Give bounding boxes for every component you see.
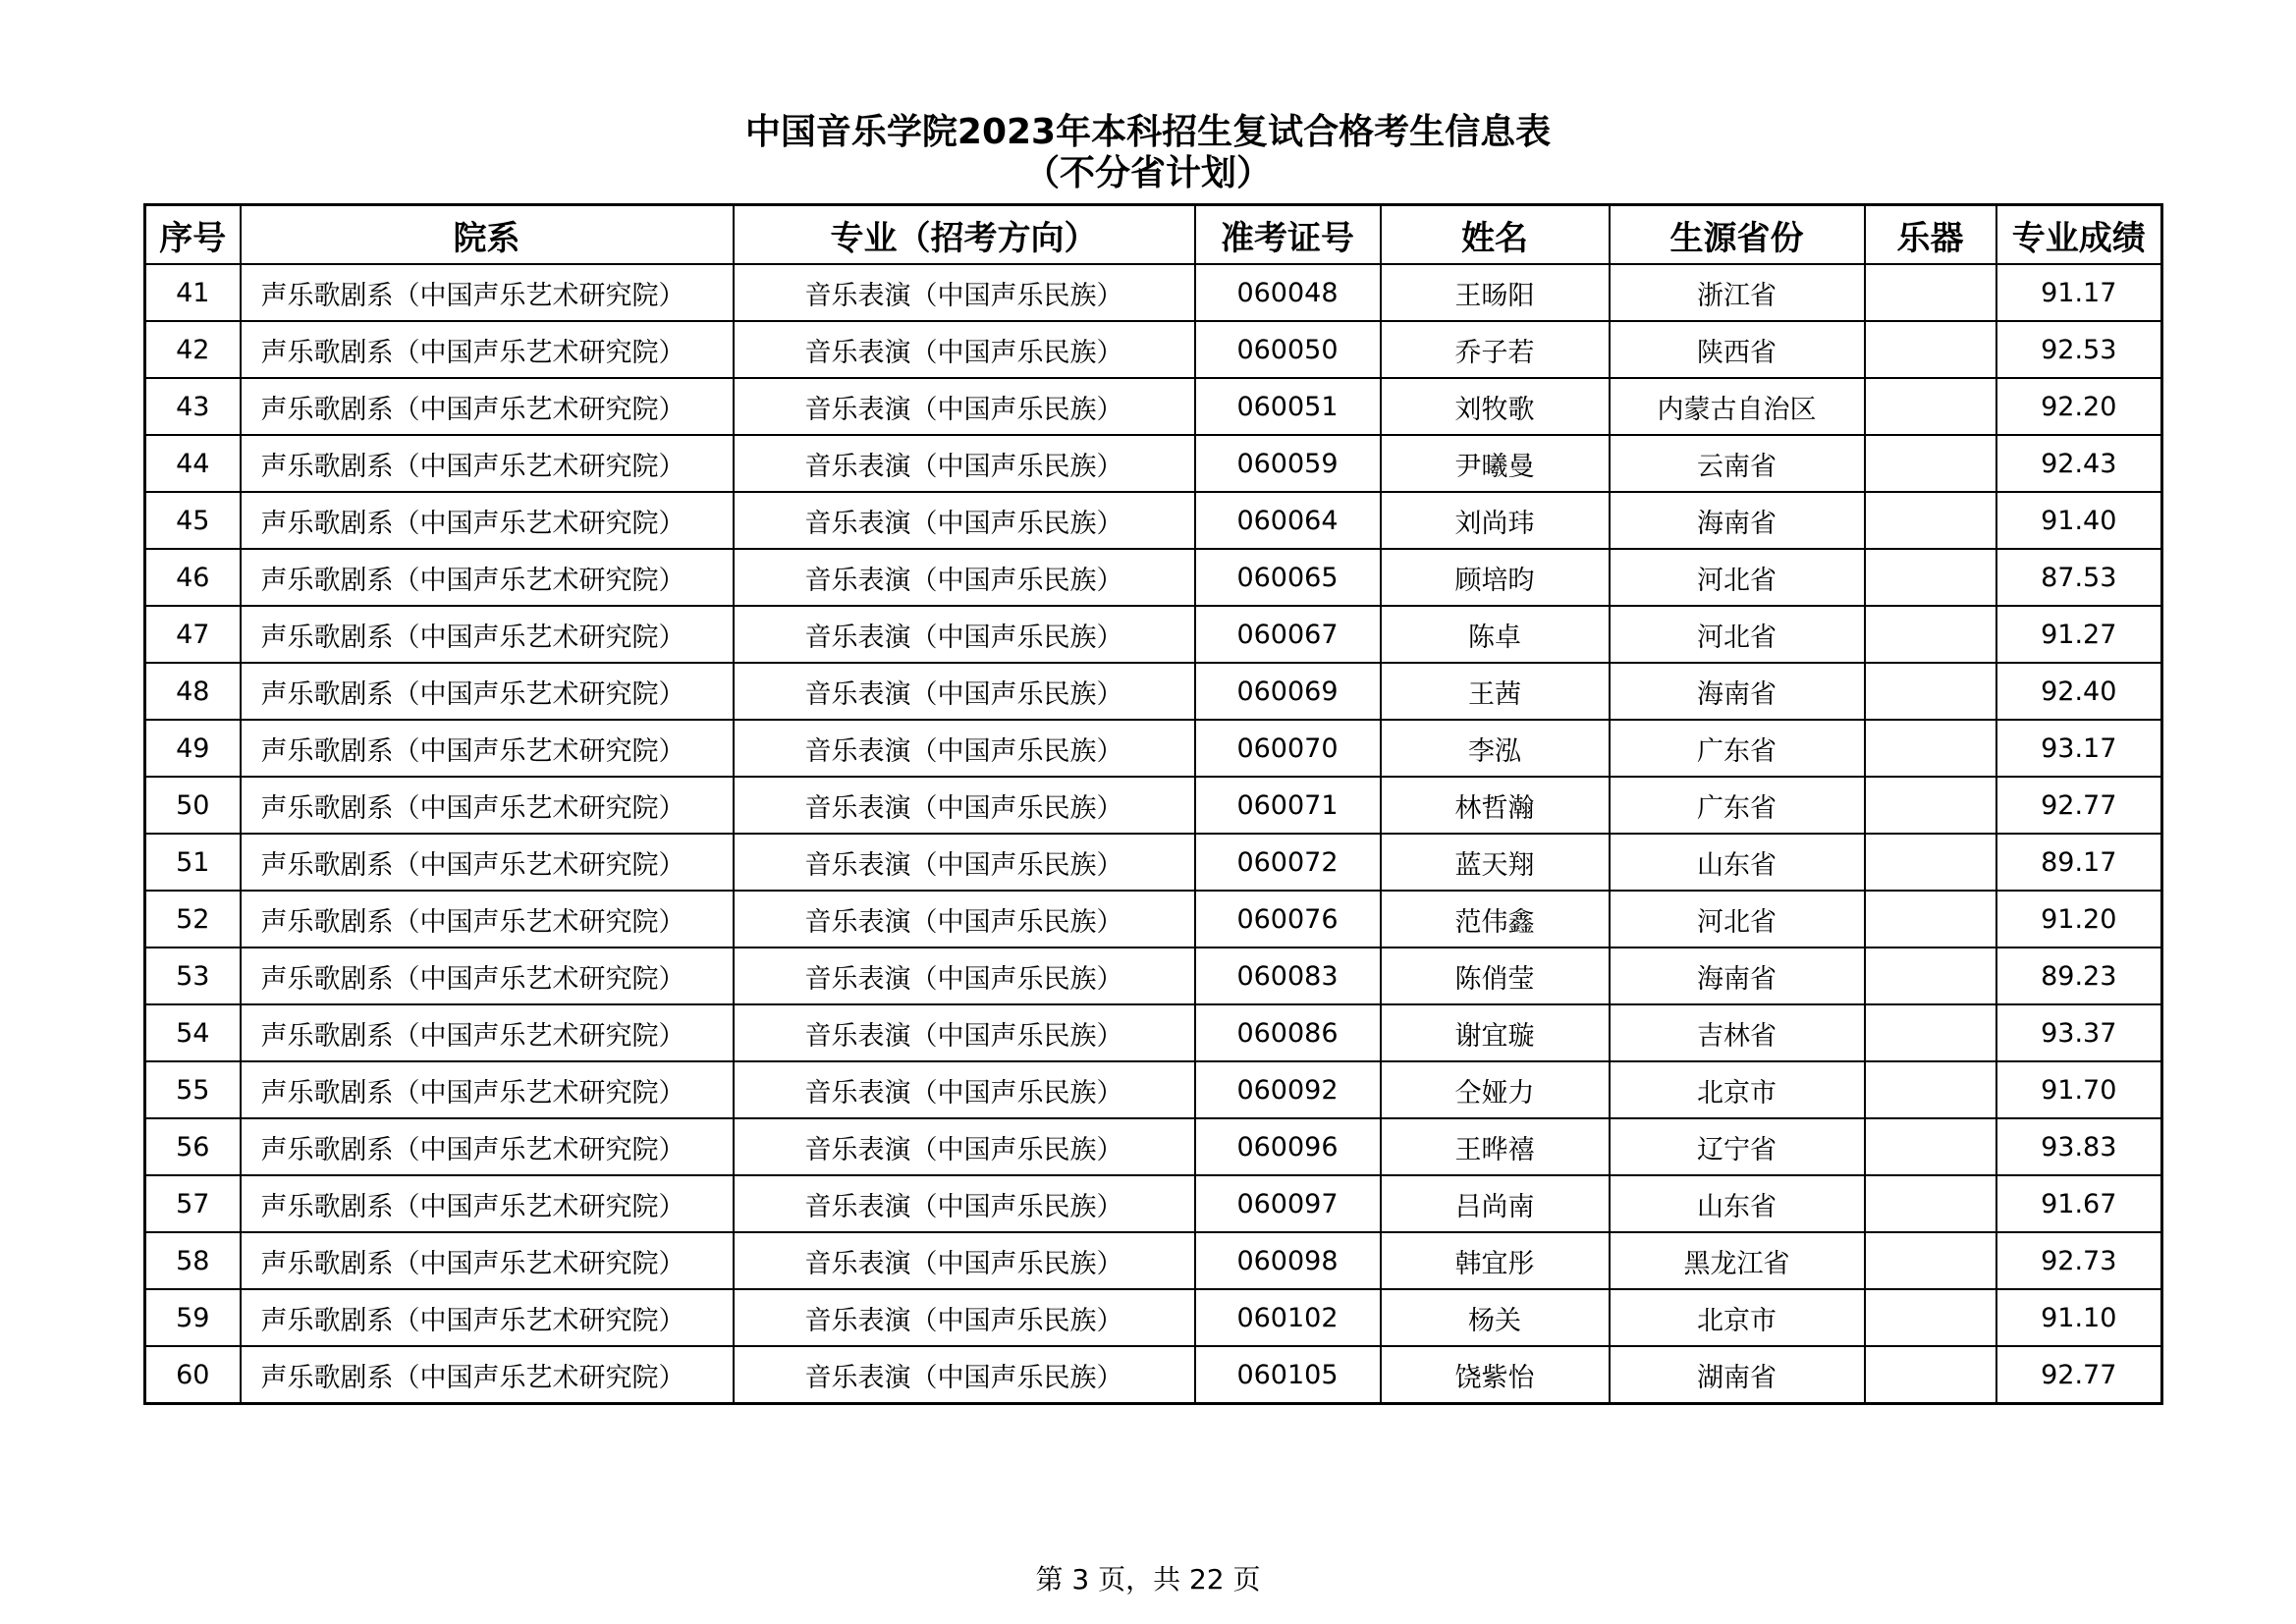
cell-name: 王茜 [1381,663,1610,720]
cell-exam-id: 060051 [1195,378,1381,435]
cell-department: 声乐歌剧系（中国声乐艺术研究院） [241,777,734,834]
table-row [145,492,2162,549]
cell-instrument [1865,947,1996,1004]
cell-instrument [1865,606,1996,663]
cell-index: 45 [145,492,241,549]
page-footer: 第 3 页，共 22 页 [1035,1563,1261,1596]
cell-index: 53 [145,947,241,1004]
cell-score: 89.17 [1996,834,2162,891]
document-subtitle: （不分省计划） [1023,153,1272,193]
cell-score: 92.43 [1996,435,2162,492]
cell-instrument [1865,834,1996,891]
table-row [145,1175,2162,1232]
header-name: 姓名 [1381,205,1610,265]
cell-department: 声乐歌剧系（中国声乐艺术研究院） [241,1346,734,1404]
cell-index: 42 [145,321,241,378]
header-instrument: 乐器 [1865,205,1996,265]
cell-province: 海南省 [1610,947,1865,1004]
cell-major: 音乐表演（中国声乐民族） [734,435,1195,492]
cell-department: 声乐歌剧系（中国声乐艺术研究院） [241,663,734,720]
cell-instrument [1865,1004,1996,1061]
cell-exam-id: 060105 [1195,1346,1381,1404]
cell-name: 王晔禧 [1381,1118,1610,1175]
cell-instrument [1865,549,1996,606]
cell-major: 音乐表演（中国声乐民族） [734,1346,1195,1404]
cell-name: 仝娅力 [1381,1061,1610,1118]
cell-index: 58 [145,1232,241,1289]
table-body [145,264,2162,1404]
table-row [145,435,2162,492]
table-row [145,1232,2162,1289]
cell-department: 声乐歌剧系（中国声乐艺术研究院） [241,947,734,1004]
cell-score: 93.17 [1996,720,2162,777]
cell-name: 韩宜彤 [1381,1232,1610,1289]
cell-name: 陈俏莹 [1381,947,1610,1004]
cell-instrument [1865,777,1996,834]
table-row [145,1289,2162,1346]
cell-instrument [1865,1289,1996,1346]
cell-department: 声乐歌剧系（中国声乐艺术研究院） [241,1061,734,1118]
cell-instrument [1865,1118,1996,1175]
cell-major: 音乐表演（中国声乐民族） [734,1232,1195,1289]
cell-exam-id: 060067 [1195,606,1381,663]
cell-exam-id: 060070 [1195,720,1381,777]
cell-instrument [1865,1061,1996,1118]
cell-province: 河北省 [1610,549,1865,606]
document-title: 中国音乐学院2023年本科招生复试合格考生信息表 [744,112,1552,152]
cell-major: 音乐表演（中国声乐民族） [734,606,1195,663]
cell-major: 音乐表演（中国声乐民族） [734,1061,1195,1118]
cell-index: 46 [145,549,241,606]
cell-department: 声乐歌剧系（中国声乐艺术研究院） [241,1004,734,1061]
cell-index: 44 [145,435,241,492]
cell-instrument [1865,891,1996,947]
cell-exam-id: 060065 [1195,549,1381,606]
cell-index: 48 [145,663,241,720]
cell-instrument [1865,720,1996,777]
cell-score: 91.17 [1996,264,2162,321]
cell-major: 音乐表演（中国声乐民族） [734,1004,1195,1061]
candidate-table [143,203,2163,1405]
cell-province: 湖南省 [1610,1346,1865,1404]
cell-instrument [1865,321,1996,378]
table-row [145,321,2162,378]
cell-major: 音乐表演（中国声乐民族） [734,947,1195,1004]
cell-major: 音乐表演（中国声乐民族） [734,492,1195,549]
header-province: 生源省份 [1610,205,1865,265]
cell-score: 92.40 [1996,663,2162,720]
cell-name: 吕尚南 [1381,1175,1610,1232]
cell-department: 声乐歌剧系（中国声乐艺术研究院） [241,1289,734,1346]
table-row [145,1061,2162,1118]
cell-major: 音乐表演（中国声乐民族） [734,663,1195,720]
cell-index: 47 [145,606,241,663]
table-row [145,1346,2162,1404]
cell-province: 广东省 [1610,777,1865,834]
cell-index: 54 [145,1004,241,1061]
cell-province: 北京市 [1610,1289,1865,1346]
cell-major: 音乐表演（中国声乐民族） [734,321,1195,378]
cell-name: 乔子若 [1381,321,1610,378]
cell-instrument [1865,378,1996,435]
cell-score: 91.40 [1996,492,2162,549]
cell-department: 声乐歌剧系（中国声乐艺术研究院） [241,891,734,947]
cell-score: 89.23 [1996,947,2162,1004]
cell-major: 音乐表演（中国声乐民族） [734,891,1195,947]
cell-province: 北京市 [1610,1061,1865,1118]
cell-instrument [1865,663,1996,720]
cell-department: 声乐歌剧系（中国声乐艺术研究院） [241,264,734,321]
table-row [145,834,2162,891]
cell-exam-id: 060059 [1195,435,1381,492]
header-index: 序号 [145,205,241,265]
cell-instrument [1865,1232,1996,1289]
cell-department: 声乐歌剧系（中国声乐艺术研究院） [241,321,734,378]
cell-major: 音乐表演（中国声乐民族） [734,264,1195,321]
table-row [145,663,2162,720]
table-row [145,549,2162,606]
cell-province: 河北省 [1610,891,1865,947]
cell-exam-id: 060083 [1195,947,1381,1004]
cell-province: 山东省 [1610,834,1865,891]
cell-instrument [1865,1175,1996,1232]
cell-index: 57 [145,1175,241,1232]
cell-exam-id: 060071 [1195,777,1381,834]
cell-exam-id: 060076 [1195,891,1381,947]
cell-province: 海南省 [1610,492,1865,549]
table-row [145,947,2162,1004]
cell-index: 60 [145,1346,241,1404]
cell-province: 广东省 [1610,720,1865,777]
cell-index: 50 [145,777,241,834]
cell-index: 59 [145,1289,241,1346]
cell-score: 91.67 [1996,1175,2162,1232]
cell-index: 51 [145,834,241,891]
cell-major: 音乐表演（中国声乐民族） [734,777,1195,834]
cell-major: 音乐表演（中国声乐民族） [734,549,1195,606]
cell-department: 声乐歌剧系（中国声乐艺术研究院） [241,435,734,492]
cell-score: 91.20 [1996,891,2162,947]
cell-major: 音乐表演（中国声乐民族） [734,720,1195,777]
header-exam-id: 准考证号 [1195,205,1381,265]
cell-score: 91.70 [1996,1061,2162,1118]
cell-score: 92.77 [1996,1346,2162,1404]
cell-score: 93.83 [1996,1118,2162,1175]
cell-exam-id: 060096 [1195,1118,1381,1175]
table-row [145,1118,2162,1175]
cell-score: 93.37 [1996,1004,2162,1061]
header-department: 院系 [241,205,734,265]
cell-score: 92.20 [1996,378,2162,435]
table-row [145,264,2162,321]
cell-department: 声乐歌剧系（中国声乐艺术研究院） [241,1232,734,1289]
cell-exam-id: 060048 [1195,264,1381,321]
cell-department: 声乐歌剧系（中国声乐艺术研究院） [241,492,734,549]
cell-major: 音乐表演（中国声乐民族） [734,1118,1195,1175]
cell-score: 87.53 [1996,549,2162,606]
cell-score: 92.77 [1996,777,2162,834]
table-header-row [145,205,2162,265]
cell-province: 云南省 [1610,435,1865,492]
cell-province: 陕西省 [1610,321,1865,378]
cell-name: 范伟鑫 [1381,891,1610,947]
cell-score: 91.27 [1996,606,2162,663]
cell-name: 谢宜璇 [1381,1004,1610,1061]
cell-province: 黑龙江省 [1610,1232,1865,1289]
cell-name: 王旸阳 [1381,264,1610,321]
cell-province: 山东省 [1610,1175,1865,1232]
cell-major: 音乐表演（中国声乐民族） [734,378,1195,435]
cell-index: 52 [145,891,241,947]
table-row [145,720,2162,777]
cell-instrument [1865,492,1996,549]
cell-name: 陈卓 [1381,606,1610,663]
cell-province: 河北省 [1610,606,1865,663]
cell-department: 声乐歌剧系（中国声乐艺术研究院） [241,378,734,435]
cell-exam-id: 060097 [1195,1175,1381,1232]
cell-province: 内蒙古自治区 [1610,378,1865,435]
cell-score: 92.73 [1996,1232,2162,1289]
cell-exam-id: 060069 [1195,663,1381,720]
cell-index: 49 [145,720,241,777]
cell-name: 饶紫怡 [1381,1346,1610,1404]
table-row [145,777,2162,834]
cell-name: 蓝天翔 [1381,834,1610,891]
table-row [145,891,2162,947]
cell-index: 55 [145,1061,241,1118]
cell-instrument [1865,1346,1996,1404]
cell-department: 声乐歌剧系（中国声乐艺术研究院） [241,549,734,606]
table-row [145,1004,2162,1061]
cell-index: 43 [145,378,241,435]
cell-department: 声乐歌剧系（中国声乐艺术研究院） [241,606,734,663]
cell-index: 56 [145,1118,241,1175]
cell-exam-id: 060050 [1195,321,1381,378]
cell-name: 刘尚玮 [1381,492,1610,549]
cell-department: 声乐歌剧系（中国声乐艺术研究院） [241,720,734,777]
cell-exam-id: 060072 [1195,834,1381,891]
cell-exam-id: 060098 [1195,1232,1381,1289]
cell-index: 41 [145,264,241,321]
cell-name: 尹曦曼 [1381,435,1610,492]
cell-province: 辽宁省 [1610,1118,1865,1175]
cell-name: 顾培昀 [1381,549,1610,606]
cell-department: 声乐歌剧系（中国声乐艺术研究院） [241,834,734,891]
header-major: 专业（招考方向） [734,205,1195,265]
cell-department: 声乐歌剧系（中国声乐艺术研究院） [241,1175,734,1232]
cell-name: 李泓 [1381,720,1610,777]
header-score: 专业成绩 [1996,205,2162,265]
cell-instrument [1865,435,1996,492]
cell-province: 海南省 [1610,663,1865,720]
cell-province: 吉林省 [1610,1004,1865,1061]
cell-exam-id: 060086 [1195,1004,1381,1061]
cell-score: 92.53 [1996,321,2162,378]
cell-exam-id: 060102 [1195,1289,1381,1346]
cell-major: 音乐表演（中国声乐民族） [734,1289,1195,1346]
cell-major: 音乐表演（中国声乐民族） [734,1175,1195,1232]
cell-name: 刘牧歌 [1381,378,1610,435]
cell-department: 声乐歌剧系（中国声乐艺术研究院） [241,1118,734,1175]
table-row [145,378,2162,435]
cell-exam-id: 060064 [1195,492,1381,549]
cell-name: 林哲瀚 [1381,777,1610,834]
table-row [145,606,2162,663]
cell-province: 浙江省 [1610,264,1865,321]
cell-major: 音乐表演（中国声乐民族） [734,834,1195,891]
cell-exam-id: 060092 [1195,1061,1381,1118]
cell-instrument [1865,264,1996,321]
cell-score: 91.10 [1996,1289,2162,1346]
cell-name: 杨关 [1381,1289,1610,1346]
